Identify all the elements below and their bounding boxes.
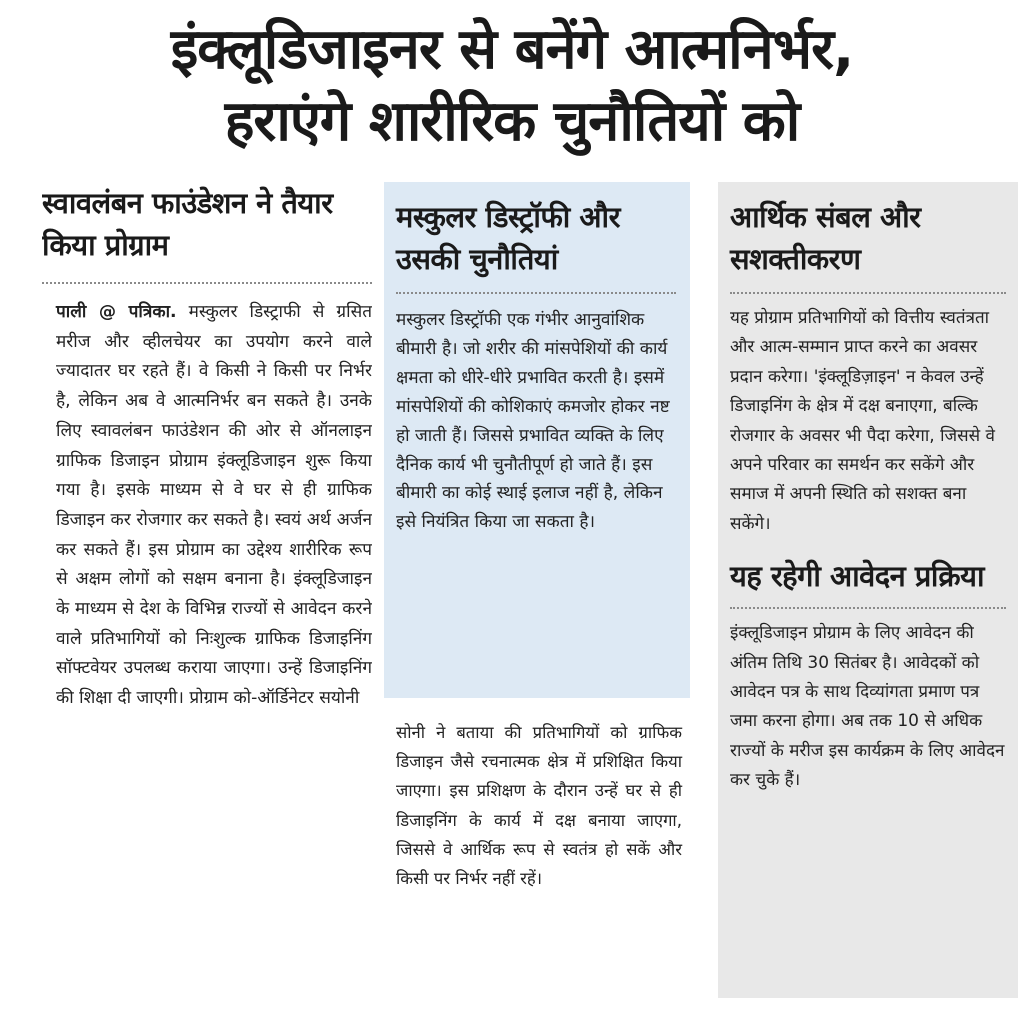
- headline-line-1: इंक्लूडिजाइनर से बनेंगे आत्मनिर्भर,: [170, 17, 854, 82]
- right-subhead-1: आर्थिक संबल और सशक्तीकरण: [730, 200, 921, 276]
- dotted-divider: [730, 292, 1006, 294]
- left-article-body: [42, 298, 372, 714]
- box-subhead: मस्कुलर डिस्ट्रॉफी और उसकी चुनौतियां: [396, 200, 620, 276]
- left-subhead: स्वावलंबन फाउंडेशन ने तैयार किया प्रोग्राम: [42, 186, 333, 262]
- muscular-dystrophy-box: [384, 182, 690, 698]
- right-body-2: इंक्लूडिजाइन प्रोग्राम के लिए आवेदन की अंतिम तिथि 30 सितंबर है। आवेदकों को आवेदन पत्र के साथ दिव्यांगता प्रमाण पत्र जमा करना होगा। अब तक 10 से अधिक राज्यों के मरीज इस कार्यक्रम के लिए आवेदन कर चुके हैं।: [730, 623, 1005, 791]
- dotted-divider: [730, 607, 1006, 609]
- headline: [0, 14, 1024, 158]
- left-column: [42, 182, 372, 982]
- dotted-divider: [396, 292, 676, 294]
- dateline: पाली @ पत्रिका.: [56, 302, 177, 322]
- right-column: [718, 182, 1018, 998]
- box-body-text: मस्कुलर डिस्ट्रॉफी एक गंभीर आनुवांशिक बीमारी है। जो शरीर की मांसपेशियों की कार्य क्षमता को धीरे-धीरे प्रभावित करती है। इसमें मांसपेशियों की कोशिकाएं कमजोर होकर नष्ट हो जाती हैं। जिससे प्रभावित व्यक्ति के लिए दैनिक कार्य भी चुनौतीपूर्ण हो जाते हैं। इस बीमारी का कोई स्थाई इलाज नहीं है, लेकिन इसे नियंत्रित किया जा सकता है।: [396, 310, 670, 533]
- left-body-text: मस्कुलर डिस्ट्राफी से ग्रसित मरीज और व्हीलचेयर का उपयोग करने वाले ज्यादातर घर रहते हैं। वे किसी ने किसी पर निर्भर है, लेकिन अब वे आत्मनिर्भर बन सकते है। उनके लिए स्वावलंबन फाउंडेशन की ओर से ऑनलाइन ग्राफिक डिजाइन प्रोग्राम इंक्लूडिजाइन शुरू किया गया है। इसके माध्यम से वे घर से ही ग्राफिक डिजाइन कर रोजगार कर सकते है। स्वयं अर्थ अर्जन कर सकते हैं। इस प्रोग्राम का उद्देश्य शारीरिक रूप से अक्षम लोगों को सक्षम बनाना है। इंक्लूडिजाइन के माध्यम से देश के विभिन्न राज्यों से आवेदन करने वाले प्रतिभागियों को निःशुल्क ग्राफिक डिजाइनिंग सॉफ्टवेयर उपलब्ध कराया जाएगा। उन्हें डिजाइनिंग की शिक्षा दी जाएगी। प्रोग्राम को-ऑर्डिनेटर सयोनी: [56, 302, 372, 709]
- headline-line-2: हराएंगे शारीरिक चुनौतियों को: [224, 89, 800, 154]
- right-subhead-2: यह रहेगी आवेदन प्रक्रिया: [730, 559, 984, 594]
- middle-continued: [384, 718, 690, 988]
- dotted-divider: [42, 282, 372, 284]
- right-body-1: यह प्रोग्राम प्रतिभागियों को वित्तीय स्वतंत्रता और आत्म-सम्मान प्राप्त करने का अवसर प्रदान करेगा। 'इंक्लूडिज़ाइन' न केवल उन्हें डिजाइनिंग के क्षेत्र में दक्ष बनाएगा, बल्कि रोजगार के अवसर भी पैदा करेगा, जिससे वे अपने परिवार का समर्थन कर सकेंगे और समाज में अपनी स्थिति को सशक्त बना सकेंगे।: [730, 308, 995, 534]
- middle-continued-text: सोनी ने बताया की प्रतिभागियों को ग्राफिक डिजाइन जैसे रचनात्मक क्षेत्र में प्रशिक्षित किया जाएगा। इस प्रशिक्षण के दौरान उन्हें घर से ही डिजाइनिंग के कार्य में दक्ष बनाया जाएगा, जिससे वे आर्थिक रूप से स्वतंत्र हो सकें और किसी पर निर्भर नहीं रहें।: [396, 723, 682, 889]
